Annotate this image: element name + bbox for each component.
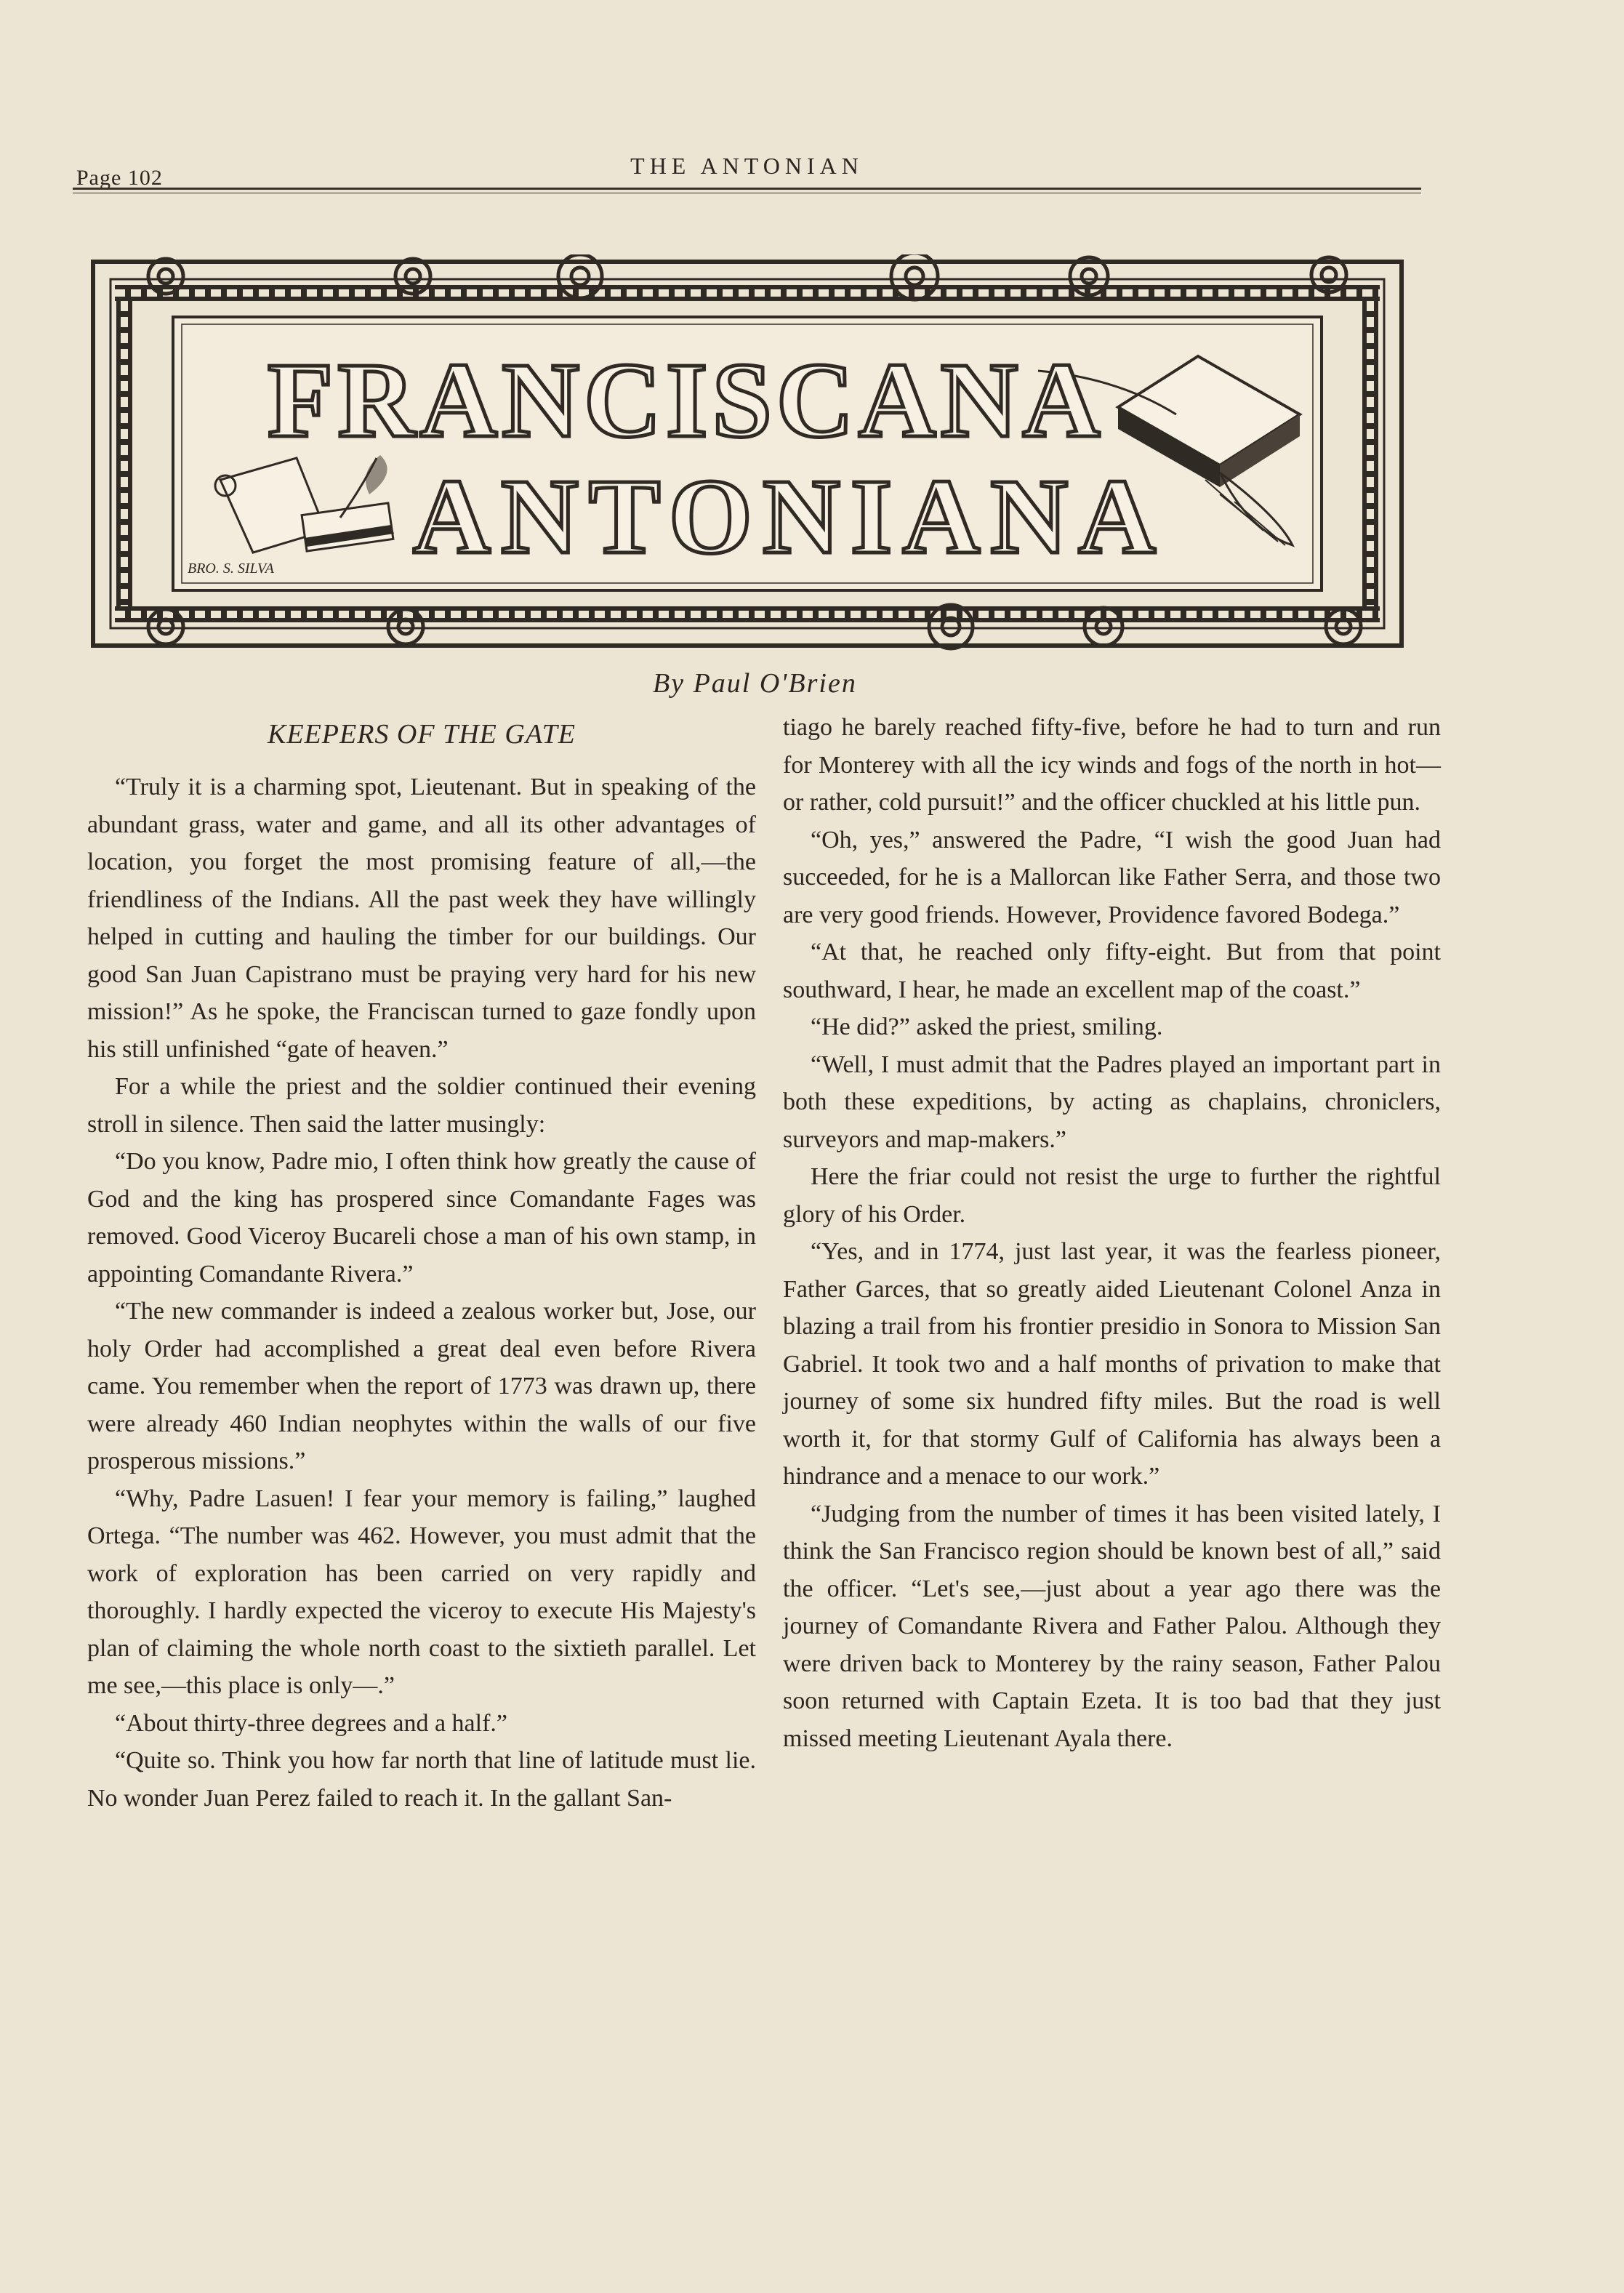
paragraph: For a while the priest and the soldier continued their evening stroll in silence. Then said the latter musingly: [87,1073,756,1138]
paragraph: “Do you know, Padre mio, I often think how greatly the cause of God and the king has prospered since Comandante Fages was removed. Good Viceroy Bucareli chose a man of his own stamp, in appointing Comandante Rivera.” [87,1148,756,1288]
article-byline: By Paul O'Brien [653,668,857,699]
artist-signature: BRO. S. SILVA [188,561,274,577]
journal-title: THE ANTONIAN [630,153,864,179]
paragraph: “Well, I must admit that the Padres played an important part in both these expeditions, by acting as chaplains, chroniclers, surveyors and map-makers.” [783,1051,1441,1153]
article-column-right [783,709,1441,1757]
franciscana-banner [86,254,1409,653]
paragraph: “Quite so. Think you how far north that line of latitude must lie. No wonder Juan Perez failed to reach it. In the gallant San- [87,1747,756,1812]
banner-title-line2: ANTONIANA [413,457,1167,577]
chain-border-top [115,285,1380,301]
banner-illustration [86,254,1409,653]
paragraph: Here the friar could not resist the urge to further the rightful glory of his Order. [783,1163,1441,1228]
header-rule [73,188,1421,190]
paragraph: “Truly it is a charming spot, Lieutenant. But in speaking of the abundant grass, water and game, and all its other advantages of location, you forget the most promising feature of all,—the friendliness of the Indians. All the past week they have willingly helped in cutting and hauling the timber for our buildings. Our good San Juan Capistrano must be praying very hard for his new mission!” As he spoke, the Franciscan turned to gaze fondly upon his still unfinished “gate of heaven.” [87,774,756,1063]
paragraph: “Judging from the number of times it has been visited lately, I think the San Francisco region should be known best of all,” said the officer. “Let's see,—just about a year ago there was the journey of Comandante Rivera and Father Palou. Although they were driven back to Monterey by the rainy season, Father Palou soon returned with Captain Ezeta. It is too bad that they just missed meeting Lieutenant Ayala there. [783,1500,1441,1752]
paragraph: tiago he barely reached fifty-five, before he had to turn and run for Monterey with all the icy winds and fogs of the north in hot—or rather, cold pursuit!” and the officer chuckled at his little pun. [783,714,1441,816]
paragraph: “About thirty-three degrees and a half.” [115,1709,507,1737]
paragraph: “Yes, and in 1774, just last year, it was the fearless pioneer, Father Garces, that so greatly aided Lieutenant Colonel Anza in blazing a trail from his frontier presidio in Sonora to Mission San Gabriel. It took two and a half months of privation to make that journey of some six hundred fifty miles. But the road is well worth it, for that stormy Gulf of California has always been a hindrance and a menace to our work.” [783,1238,1441,1490]
chain-border-bottom [115,606,1380,622]
paragraph: “At that, he reached only fifty-eight. But from that point southward, I hear, he made an excellent map of the coast.” [783,939,1441,1003]
paragraph: “Oh, yes,” answered the Padre, “I wish the good Juan had succeeded, for he is a Mallorcan like Father Serra, and those two are very good friends. However, Providence favored Bodega.” [783,826,1441,928]
chain-border-left [116,301,132,606]
banner-title-line1: FRANCISCANA [268,341,1105,460]
paragraph: “He did?” asked the priest, smiling. [811,1013,1163,1040]
paragraph: “The new commander is indeed a zealous worker but, Jose, our holy Order had accomplished a great deal even before Rivera came. You remember when the report of 1773 was drawn up, there were already 460 Indian neophytes within the walls of our five prosperous missions.” [87,1298,756,1474]
paragraph: “Why, Padre Lasuen! I fear your memory is failing,” laughed Ortega. “The number was 462. However, you must admit that the work of exploration has been carried on very rapidly and thoroughly. I hardly expected the viceroy to execute His Majesty's plan of claiming the whole north coast to the sixtieth parallel. Let me see,—this place is only—.” [87,1485,756,1699]
article-title: KEEPERS OF THE GATE [268,719,576,750]
chain-border-right [1362,301,1378,606]
article-column-left [87,709,756,1817]
page-number: Page 102 [76,166,163,190]
page-header [73,153,1421,196]
